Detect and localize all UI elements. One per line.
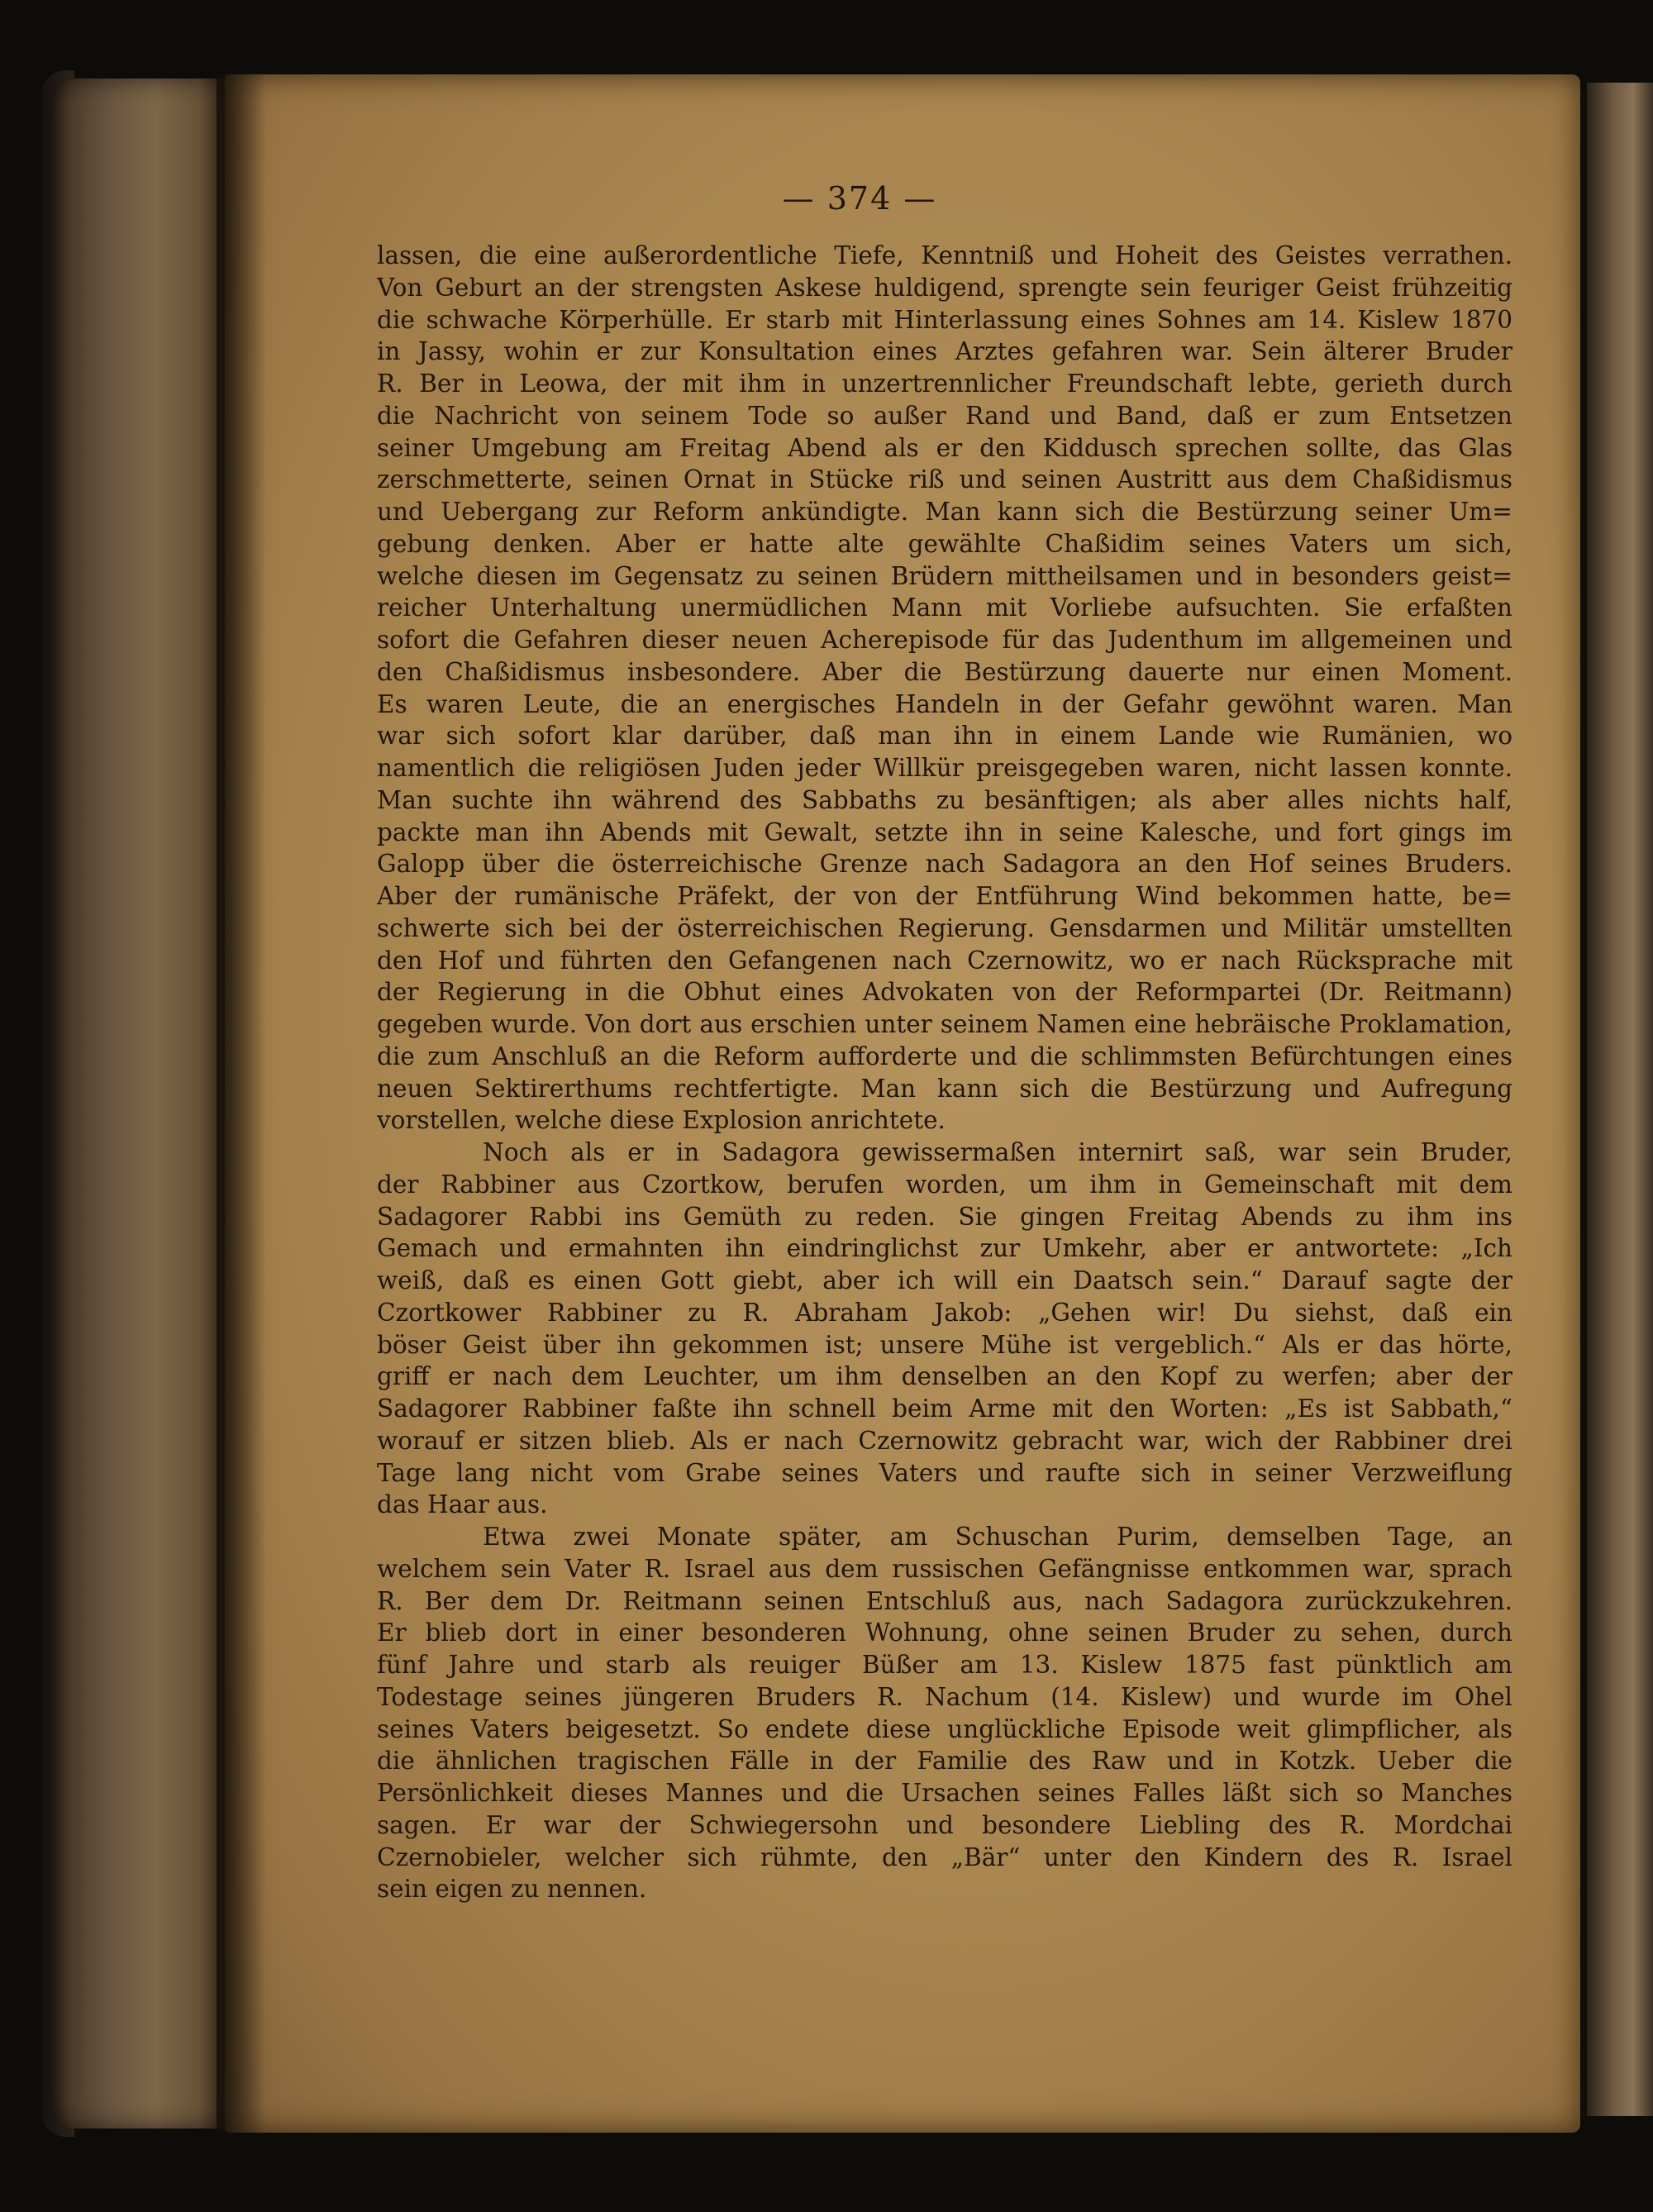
text-line: seines Vaters beigesetzt. So endete diese unglückliche Episode weit glimpflicher, als (377, 1714, 1512, 1743)
text-line: vorstellen, welche diese Explosion anrichtete. (377, 1106, 946, 1135)
text-line: und Uebergang zur Reform ankündigte. Man kann sich die Bestürzung seiner Um= (377, 498, 1512, 526)
text-line: die Nachricht von seinem Tode so außer Rand und Band, daß er zum Entsetzen (377, 401, 1512, 430)
text-line: R. Ber dem Dr. Reitmann seinen Entschluß aus, nach Sadagora zurückzukehren. (377, 1586, 1512, 1615)
text-line: gebung denken. Aber er hatte alte gewählte Chaßidim seines Vaters um sich, (377, 529, 1512, 558)
text-line: Czortkower Rabbiner zu R. Abraham Jakob: „Gehen wir! Du siehst, daß ein (377, 1298, 1512, 1327)
text-line: der Regierung in die Obhut eines Advokaten von der Reformpartei (Dr. Reitmann) (377, 978, 1512, 1007)
text-line: lassen, die eine außerordentliche Tiefe, Kenntniß und Hoheit des Geistes verrathen. (377, 241, 1512, 269)
text-line: Sadagorer Rabbi ins Gemüth zu reden. Sie gingen Freitag Abends zu ihm ins (377, 1202, 1512, 1231)
page-edge-right (1587, 83, 1653, 2116)
text-line: die zum Anschluß an die Reform aufforderte und die schlimmsten Befürchtungen eines (377, 1042, 1512, 1070)
text-line: sagen. Er war der Schwiegersohn und besondere Liebling des R. Mordchai (377, 1810, 1512, 1839)
text-line: Tage lang nicht vom Grabe seines Vaters und raufte sich in seiner Verzweiflung (377, 1458, 1512, 1487)
text-line: Etwa zwei Monate später, am Schuschan Purim, demselben Tage, an (483, 1523, 1512, 1551)
text-line: Es waren Leute, die an energisches Handeln in der Gefahr gewöhnt waren. Man (377, 689, 1512, 718)
text-line: Czernobieler, welcher sich rühmte, den „Bär“ unter den Kindern des R. Israel (377, 1843, 1512, 1871)
text-line: Sadagorer Rabbiner faßte ihn schnell beim Arme mit den Worten: „Es ist Sabbath,“ (377, 1394, 1512, 1423)
text-line: reicher Unterhaltung unermüdlichen Mann mit Vorliebe aufsuchten. Sie erfaßten (377, 594, 1512, 622)
text-line: neuen Sektirerthums rechtfertigte. Man kann sich die Bestürzung und Aufregung (377, 1074, 1512, 1103)
text-line: den Chaßidismus insbesondere. Aber die Bestürzung dauerte nur einen Moment. (377, 657, 1512, 686)
page-body-text (377, 240, 1512, 1905)
text-line: in Jassy, wohin er zur Konsultation eines Arztes gefahren war. Sein älterer Bruder (377, 337, 1512, 366)
text-line: welchem sein Vater R. Israel aus dem russischen Gefängnisse entkommen war, sprach (377, 1554, 1512, 1583)
text-line: war sich sofort klar darüber, daß man ihn in einem Lande wie Rumänien, wo (377, 722, 1512, 751)
page-stack-left (51, 79, 225, 2129)
text-line: Noch als er in Sadagora gewissermaßen internirt saß, war sein Bruder, (483, 1138, 1512, 1166)
text-line: böser Geist über ihn gekommen ist; unsere Mühe ist vergeblich.“ Als er das hörte, (377, 1330, 1512, 1359)
text-line: zerschmetterte, seinen Ornat in Stücke riß und seinen Austritt aus dem Chaßidismus (377, 465, 1512, 494)
text-line: worauf er sitzen blieb. Als er nach Czernowitz gebracht war, wich der Rabbiner drei (377, 1426, 1512, 1455)
text-line: den Hof und führten den Gefangenen nach Czernowitz, wo er nach Rücksprache mit (377, 946, 1512, 975)
text-line: sein eigen zu nennen. (377, 1875, 647, 1904)
text-line: packte man ihn Abends mit Gewalt, setzte ihn in seine Kalesche, und fort gings im (377, 818, 1512, 846)
text-line: das Haar aus. (377, 1490, 548, 1519)
text-line: die schwache Körperhülle. Er starb mit Hinterlassung eines Sohnes am 14. Kislew 1870 (377, 305, 1512, 334)
gutter-shadow (217, 74, 266, 2133)
text-line: welche diesen im Gegensatz zu seinen Brüdern mittheilsamen und in besonders geist= (377, 561, 1512, 590)
text-line: Von Geburt an der strengsten Askese huldigend, sprengte sein feuriger Geist frühzeitig (377, 273, 1512, 302)
text-line: namentlich die religiösen Juden jeder Willkür preisgegeben waren, nicht lassen konnte. (377, 754, 1512, 782)
text-line: Galopp über die österreichische Grenze nach Sadagora an den Hof seines Bruders. (377, 850, 1512, 879)
text-line: Gemach und ermahnten ihn eindringlichst zur Umkehr, aber er antwortete: „Ich (377, 1234, 1512, 1263)
page-number: — 374 — (782, 180, 937, 217)
text-line: Persönlichkeit dieses Mannes und die Ursachen seines Falles läßt sich so Manches (377, 1779, 1512, 1807)
text-line: griff er nach dem Leuchter, um ihm denselben an den Kopf zu werfen; aber der (377, 1362, 1512, 1391)
text-line: seiner Umgebung am Freitag Abend als er den Kiddusch sprechen sollte, das Glas (377, 433, 1512, 462)
text-line: der Rabbiner aus Czortkow, berufen worden, um ihm in Gemeinschaft mit dem (377, 1170, 1512, 1199)
text-line: Todestage seines jüngeren Bruders R. Nachum (14. Kislew) und wurde im Ohel (377, 1682, 1512, 1711)
text-line: schwerte sich bei der österreichischen Regierung. Gensdarmen und Militär umstellten (377, 913, 1512, 942)
text-line: Man suchte ihn während des Sabbaths zu besänftigen; als aber alles nichts half, (377, 785, 1512, 814)
text-line: Aber der rumänische Präfekt, der von der Entführung Wind bekommen hatte, be= (377, 882, 1512, 910)
text-line: gegeben wurde. Von dort aus erschien unter seinem Namen eine hebräische Proklamation, (377, 1010, 1512, 1038)
text-line: die ähnlichen tragischen Fälle in der Familie des Raw und in Kotzk. Ueber die (377, 1747, 1512, 1776)
text-line: sofort die Gefahren dieser neuen Acherepisode für das Judenthum im allgemeinen und (377, 626, 1512, 654)
text-line: R. Ber in Leowa, der mit ihm in unzertrennlicher Freundschaft lebte, gerieth durch (377, 369, 1512, 398)
text-line: weiß, daß es einen Gott giebt, aber ich will ein Daatsch sein.“ Darauf sagte der (377, 1266, 1512, 1294)
text-line: fünf Jahre und starb als reuiger Büßer am 13. Kislew 1875 fast pünktlich am (377, 1651, 1512, 1679)
text-line: Er blieb dort in einer besonderen Wohnung, ohne seinen Bruder zu sehen, durch (377, 1618, 1512, 1647)
